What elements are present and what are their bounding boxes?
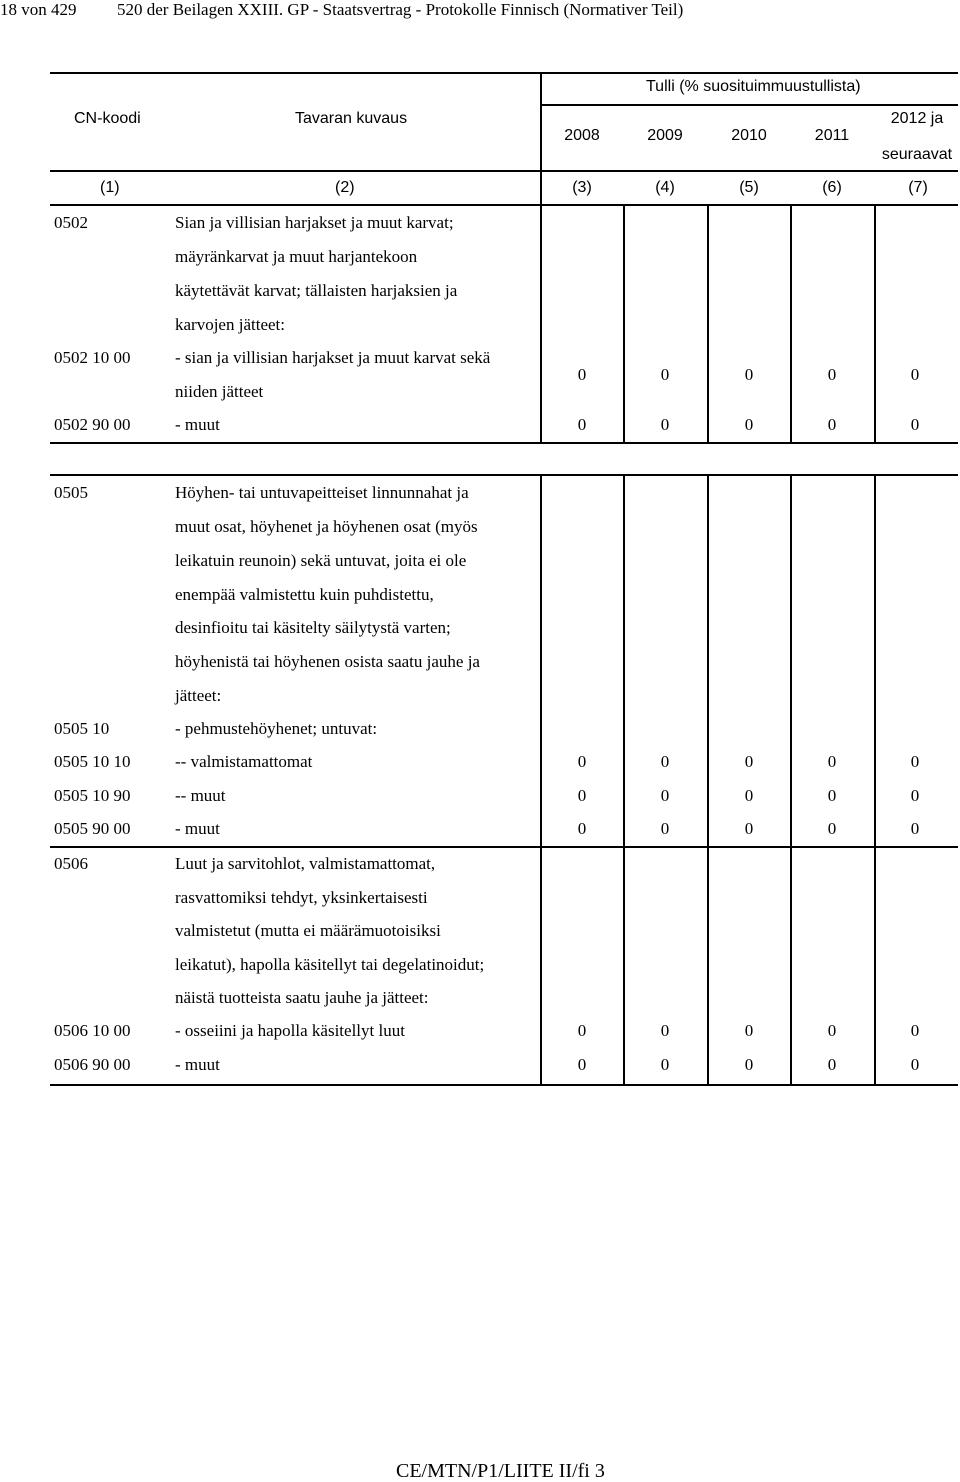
duty-value: 0 (910, 365, 920, 384)
colnum-6: (6) (822, 179, 842, 196)
footer-doc-ref: CE/MTN/P1/LIITE II/fi 3 (396, 1460, 605, 1482)
colnum-3: (3) (572, 179, 592, 196)
description-line: karvojen jätteet: (175, 315, 285, 334)
duty-value: 0 (660, 819, 670, 838)
colnum-7: (7) (908, 179, 928, 196)
col-divider-9 (707, 474, 709, 1084)
header-year-2011: 2011 (814, 127, 850, 144)
description-line: desinfioitu tai käsitelty säilytystä varten; (175, 618, 451, 637)
colnum-4: (4) (655, 179, 675, 196)
duty-value: 0 (744, 819, 754, 838)
duty-value: 0 (827, 415, 837, 434)
duty-value: 0 (577, 819, 587, 838)
header-description: Tavaran kuvaus (295, 110, 408, 127)
table-top-border (50, 72, 958, 74)
description-line: - muut (175, 1055, 220, 1074)
col-divider-11 (874, 474, 876, 1084)
description-line: - muut (175, 819, 220, 838)
duty-value: 0 (744, 415, 754, 434)
description-line: mäyränkarvat ja muut harjantekoon (175, 247, 418, 266)
cn-code: 0505 10 (54, 719, 110, 738)
col-divider-5 (790, 204, 792, 442)
description-line: - sian ja villisian harjakset ja muut karvat sekä (175, 348, 491, 367)
duty-value: 0 (827, 365, 837, 384)
duty-value: 0 (577, 365, 587, 384)
duty-value: 0 (660, 365, 670, 384)
description-line: leikatuin reunoin) sekä untuvat, joita ei ole (175, 551, 467, 570)
description-line: muut osat, höyhenet ja höyhenen osat (myös (175, 517, 478, 536)
description-line: jätteet: (175, 686, 222, 705)
duty-value: 0 (660, 786, 670, 805)
colnum-rule (50, 204, 958, 206)
cn-code: 0502 10 00 (54, 348, 131, 367)
page-ref: 18 von 429 (0, 0, 77, 19)
colnum-1: (1) (100, 179, 120, 196)
header-year-2008: 2008 (564, 127, 600, 144)
col-divider-1 (540, 72, 542, 204)
header-year-2010: 2010 (731, 127, 767, 144)
description-line: enempää valmistettu kuin puhdistettu, (175, 585, 434, 604)
description-line: Höyhen- tai untuvapeitteiset linnunnahat ja (175, 483, 469, 502)
col-divider-4 (707, 204, 709, 442)
duty-value: 0 (827, 819, 837, 838)
duty-value: 0 (744, 786, 754, 805)
description-line: - osseiini ja hapolla käsitellyt luut (175, 1021, 405, 1040)
col-divider-6 (874, 204, 876, 442)
duty-value: 0 (910, 752, 920, 771)
header-year-2012-line1: 2012 ja (890, 110, 944, 127)
header-tulli: Tulli (% suosituimmuustullista) (646, 78, 861, 95)
description-line: Luut ja sarvitohlot, valmistamattomat, (175, 854, 436, 873)
description-line: höyhenistä tai höyhenen osista saatu jauhe ja (175, 652, 480, 671)
cn-code: 0505 10 10 (54, 752, 131, 771)
cn-code: 0506 (54, 854, 88, 873)
description-line: leikatut), hapolla käsitellyt tai degelatinoidut; (175, 955, 485, 974)
description-line: -- valmistamattomat (175, 752, 313, 771)
duty-value: 0 (577, 415, 587, 434)
header-rule (50, 170, 958, 172)
cn-code: 0502 90 00 (54, 415, 131, 434)
description-line: - pehmustehöyhenet; untuvat: (175, 719, 378, 738)
duty-value: 0 (910, 786, 920, 805)
col-divider-3 (623, 204, 625, 442)
duty-value: 0 (827, 752, 837, 771)
header-year-2012-line2: seuraavat (881, 146, 953, 163)
duty-value: 0 (910, 1055, 920, 1074)
header-cn-code: CN-koodi (74, 110, 141, 127)
duty-value: 0 (744, 1055, 754, 1074)
description-line: -- muut (175, 786, 226, 805)
duty-value: 0 (827, 1021, 837, 1040)
duty-value: 0 (577, 1055, 587, 1074)
duty-value: 0 (660, 1055, 670, 1074)
group3-bottom-rule (50, 1084, 958, 1086)
col-divider-7 (540, 474, 542, 1084)
cn-code: 0506 90 00 (54, 1055, 131, 1074)
description-line: Sian ja villisian harjakset ja muut karvat; (175, 213, 454, 232)
duty-value: 0 (827, 1055, 837, 1074)
duty-value: 0 (910, 1021, 920, 1040)
duty-value: 0 (910, 415, 920, 434)
colnum-2: (2) (335, 179, 355, 196)
tulli-rule (540, 104, 958, 106)
group2-bottom-rule (50, 846, 958, 848)
description-line: käytettävät karvat; tällaisten harjaksien ja (175, 281, 458, 300)
col-divider-2 (540, 204, 542, 442)
duty-value: 0 (910, 819, 920, 838)
col-divider-8 (623, 474, 625, 1084)
duty-value: 0 (744, 752, 754, 771)
duty-value: 0 (577, 752, 587, 771)
description-line: näistä tuotteista saatu jauhe ja jätteet: (175, 988, 429, 1007)
duty-value: 0 (827, 786, 837, 805)
description-line: valmistetut (mutta ei määrämuotoisiksi (175, 921, 441, 940)
cn-code: 0506 10 00 (54, 1021, 131, 1040)
duty-value: 0 (660, 752, 670, 771)
duty-value: 0 (577, 1021, 587, 1040)
group2-top-rule (50, 474, 958, 476)
cn-code: 0502 (54, 213, 88, 232)
header-year-2009: 2009 (647, 127, 683, 144)
duty-value: 0 (744, 365, 754, 384)
cn-code: 0505 (54, 483, 88, 502)
col-divider-10 (790, 474, 792, 1084)
doc-title: 520 der Beilagen XXIII. GP - Staatsvertrag - Protokolle Finnisch (Normativer Teil) (117, 0, 684, 19)
description-line: rasvattomiksi tehdyt, yksinkertaisesti (175, 888, 428, 907)
duty-value: 0 (577, 786, 587, 805)
cn-code: 0505 10 90 (54, 786, 131, 805)
description-line: - muut (175, 415, 220, 434)
colnum-5: (5) (739, 179, 759, 196)
cn-code: 0505 90 00 (54, 819, 131, 838)
group1-bottom-rule (50, 442, 958, 444)
duty-value: 0 (660, 415, 670, 434)
duty-value: 0 (660, 1021, 670, 1040)
duty-value: 0 (744, 1021, 754, 1040)
description-line: niiden jätteet (175, 382, 264, 401)
